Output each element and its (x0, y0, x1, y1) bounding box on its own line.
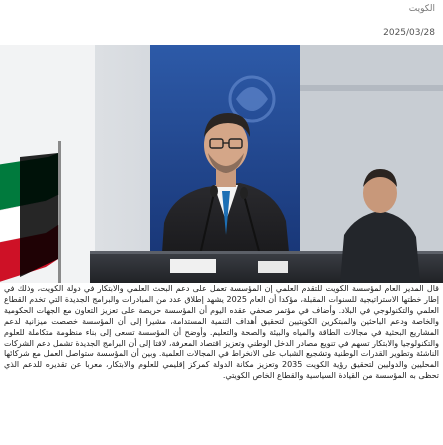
article-paragraph: قال المدير العام لمؤسسة الكويت للتقدم العلمي إن المؤسسة تعمل على دعم البحث العلمي والابتكار في دولة الكويت، وذلك في إطار خطتها الاستراتيجية للسنوات المقبلة، مؤكدا أن العام 2025 يشهد إطلاق عدد من المبادرات والبرامج الجديدة التي تخدم القطاع العلمي والتكنولوجي في البلاد. وأضاف في مؤتمر صحفي عقده اليوم أن المؤسسة حريصة على تعزيز التعاون مع الجهات الحكومية والخاصة ودعم الباحثين والمبتكرين الكويتيين لتحقيق أهداف التنمية المستدامة، مشيرا إلى أن المؤسسة خصصت ميزانية لدعم المشاريع البحثية في مجالات الطاقة والمياه والبيئة والصحة والتعليم. وأوضح أن المؤسسة تسعى إلى بناء منظومة متكاملة للعلوم والتكنولوجيا والابتكار تسهم في تنويع مصادر الدخل الوطني وتعزيز اقتصاد المعرفة، لافتا إلى أن البرامج الجديدة تشمل دعم الشركات الناشئة وتطوير القدرات الوطنية وتشجيع الشباب على الانخراط في المجالات العلمية. وبين أن المؤسسة ستواصل العمل مع شركائها المحليين والدوليين لتحقيق رؤية الكويت 2035 وتعزيز مكانة الدولة كمركز إقليمي للعلوم والابتكار، معربا عن تقديره للدعم الذي تحظى به المؤسسة من القيادة السياسية والقطاع الخاص الكويتي. (4, 284, 439, 381)
article-body (4, 284, 439, 442)
paper (258, 261, 288, 273)
press-conference-photo (0, 45, 443, 283)
name-card (170, 259, 216, 273)
source-label: الكويت (408, 4, 435, 14)
article-date: 2025/03/28 (383, 28, 435, 38)
top-bar (0, 0, 443, 20)
